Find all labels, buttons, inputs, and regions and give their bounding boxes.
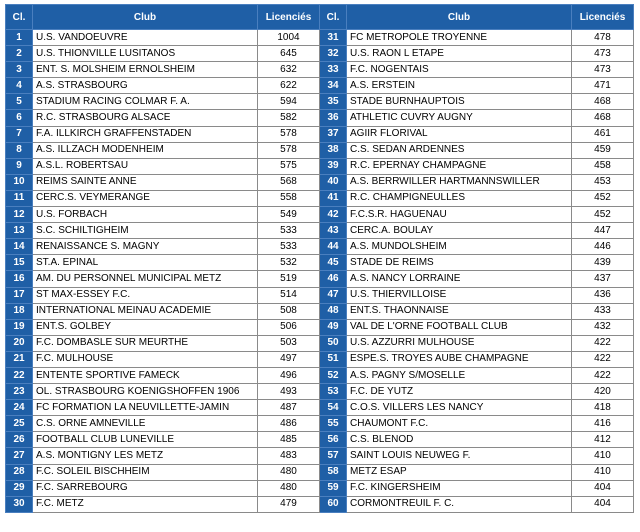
club-name-cell: R.C. CHAMPIGNEULLES — [347, 190, 572, 206]
table-row — [6, 384, 634, 400]
rank-cell: 27 — [6, 448, 33, 464]
club-name-cell: RENAISSANCE S. MAGNY — [33, 239, 258, 255]
rank-cell: 6 — [6, 110, 33, 126]
licencies-cell: 452 — [572, 207, 634, 223]
licencies-cell: 582 — [258, 110, 320, 126]
licencies-cell: 532 — [258, 255, 320, 271]
club-name-cell: ENT. S. MOLSHEIM ERNOLSHEIM — [33, 62, 258, 78]
licencies-cell: 422 — [572, 335, 634, 351]
licencies-cell: 436 — [572, 287, 634, 303]
table-row — [6, 255, 634, 271]
club-name-cell: F.C. DE YUTZ — [347, 384, 572, 400]
rank-cell: 20 — [6, 335, 33, 351]
rank-cell: 47 — [320, 287, 347, 303]
club-name-cell: FOOTBALL CLUB LUNEVILLE — [33, 432, 258, 448]
licencies-cell: 1004 — [258, 30, 320, 46]
table-row — [6, 158, 634, 174]
header-club-right: Club — [347, 5, 572, 30]
club-name-cell: C.S. BLENOD — [347, 432, 572, 448]
rank-cell: 34 — [320, 78, 347, 94]
club-name-cell: AGIIR FLORIVAL — [347, 126, 572, 142]
licencies-cell: 480 — [258, 464, 320, 480]
licencies-cell: 485 — [258, 432, 320, 448]
licencies-cell: 437 — [572, 271, 634, 287]
licencies-cell: 468 — [572, 110, 634, 126]
licencies-cell: 645 — [258, 46, 320, 62]
licencies-cell: 410 — [572, 448, 634, 464]
licencies-cell: 483 — [258, 448, 320, 464]
licencies-cell: 432 — [572, 319, 634, 335]
table-header-row — [6, 5, 634, 30]
club-name-cell: U.S. THIONVILLE LUSITANOS — [33, 46, 258, 62]
club-name-cell: U.S. THIERVILLOISE — [347, 287, 572, 303]
table-row — [6, 287, 634, 303]
table-row — [6, 480, 634, 496]
licencies-cell: 468 — [572, 94, 634, 110]
rank-cell: 26 — [6, 432, 33, 448]
club-name-cell: ST.A. EPINAL — [33, 255, 258, 271]
rank-cell: 11 — [6, 190, 33, 206]
table-row — [6, 110, 634, 126]
club-name-cell: A.S. NANCY LORRAINE — [347, 271, 572, 287]
table-row — [6, 239, 634, 255]
rank-cell: 18 — [6, 303, 33, 319]
licencies-cell: 578 — [258, 126, 320, 142]
rank-cell: 1 — [6, 30, 33, 46]
rank-cell: 28 — [6, 464, 33, 480]
licencies-cell: 632 — [258, 62, 320, 78]
licencies-cell: 508 — [258, 303, 320, 319]
licencies-cell: 568 — [258, 174, 320, 190]
table-row — [6, 319, 634, 335]
table-row — [6, 351, 634, 367]
licencies-cell: 439 — [572, 255, 634, 271]
club-name-cell: VAL DE L'ORNE FOOTBALL CLUB — [347, 319, 572, 335]
table-row — [6, 464, 634, 480]
club-name-cell: S.C. SCHILTIGHEIM — [33, 223, 258, 239]
rank-cell: 44 — [320, 239, 347, 255]
club-name-cell: A.S. BERRWILLER HARTMANNSWILLER — [347, 174, 572, 190]
rank-cell: 24 — [6, 400, 33, 416]
rank-cell: 60 — [320, 496, 347, 512]
table-row — [6, 448, 634, 464]
club-name-cell: CHAUMONT F.C. — [347, 416, 572, 432]
rank-cell: 17 — [6, 287, 33, 303]
licencies-cell: 558 — [258, 190, 320, 206]
licencies-cell: 420 — [572, 384, 634, 400]
licencies-cell: 422 — [572, 367, 634, 383]
licencies-cell: 506 — [258, 319, 320, 335]
header-rank-right: Cl. — [320, 5, 347, 30]
club-ranking-table — [5, 4, 634, 513]
table-row — [6, 303, 634, 319]
club-name-cell: C.S. ORNE AMNEVILLE — [33, 416, 258, 432]
rank-cell: 58 — [320, 464, 347, 480]
club-name-cell: STADE BURNHAUPTOIS — [347, 94, 572, 110]
rank-cell: 32 — [320, 46, 347, 62]
club-name-cell: FC METROPOLE TROYENNE — [347, 30, 572, 46]
club-name-cell: A.S. MUNDOLSHEIM — [347, 239, 572, 255]
club-name-cell: A.S. PAGNY S/MOSELLE — [347, 367, 572, 383]
club-name-cell: A.S. ILLZACH MODENHEIM — [33, 142, 258, 158]
rank-cell: 35 — [320, 94, 347, 110]
rank-cell: 50 — [320, 335, 347, 351]
licencies-cell: 447 — [572, 223, 634, 239]
rank-cell: 56 — [320, 432, 347, 448]
rank-cell: 10 — [6, 174, 33, 190]
header-licencies-left: Licenciés — [258, 5, 320, 30]
rank-cell: 54 — [320, 400, 347, 416]
rank-cell: 31 — [320, 30, 347, 46]
club-name-cell: A.S. MONTIGNY LES METZ — [33, 448, 258, 464]
table-body — [6, 30, 634, 513]
club-name-cell: F.C. METZ — [33, 496, 258, 512]
club-name-cell: CORMONTREUIL F. C. — [347, 496, 572, 512]
rank-cell: 2 — [6, 46, 33, 62]
club-name-cell: ENT.S. THAONNAISE — [347, 303, 572, 319]
club-name-cell: OL. STRASBOURG KOENIGSHOFFEN 1906 — [33, 384, 258, 400]
rank-cell: 21 — [6, 351, 33, 367]
table-row — [6, 78, 634, 94]
rank-cell: 9 — [6, 158, 33, 174]
club-name-cell: SAINT LOUIS NEUWEG F. — [347, 448, 572, 464]
table-row — [6, 30, 634, 46]
licencies-cell: 459 — [572, 142, 634, 158]
licencies-cell: 497 — [258, 351, 320, 367]
rank-cell: 45 — [320, 255, 347, 271]
rank-cell: 14 — [6, 239, 33, 255]
rank-cell: 42 — [320, 207, 347, 223]
table-row — [6, 62, 634, 78]
licencies-cell: 410 — [572, 464, 634, 480]
licencies-cell: 479 — [258, 496, 320, 512]
rank-cell: 37 — [320, 126, 347, 142]
header-licencies-right: Licenciés — [572, 5, 634, 30]
table-row — [6, 335, 634, 351]
licencies-cell: 533 — [258, 239, 320, 255]
club-name-cell: F.C. MULHOUSE — [33, 351, 258, 367]
club-name-cell: R.C. EPERNAY CHAMPAGNE — [347, 158, 572, 174]
rank-cell: 59 — [320, 480, 347, 496]
ranking-table-container — [5, 4, 632, 515]
licencies-cell: 578 — [258, 142, 320, 158]
club-name-cell: U.S. FORBACH — [33, 207, 258, 223]
rank-cell: 19 — [6, 319, 33, 335]
rank-cell: 46 — [320, 271, 347, 287]
licencies-cell: 458 — [572, 158, 634, 174]
club-name-cell: INTERNATIONAL MEINAU ACADEMIE — [33, 303, 258, 319]
licencies-cell: 404 — [572, 480, 634, 496]
rank-cell: 41 — [320, 190, 347, 206]
rank-cell: 55 — [320, 416, 347, 432]
club-name-cell: C.S. SEDAN ARDENNES — [347, 142, 572, 158]
rank-cell: 33 — [320, 62, 347, 78]
rank-cell: 16 — [6, 271, 33, 287]
rank-cell: 36 — [320, 110, 347, 126]
licencies-cell: 549 — [258, 207, 320, 223]
club-name-cell: F.A. ILLKIRCH GRAFFENSTADEN — [33, 126, 258, 142]
club-name-cell: ESPE.S. TROYES AUBE CHAMPAGNE — [347, 351, 572, 367]
licencies-cell: 594 — [258, 94, 320, 110]
club-name-cell: STADE DE REIMS — [347, 255, 572, 271]
licencies-cell: 514 — [258, 287, 320, 303]
table-row — [6, 416, 634, 432]
rank-cell: 48 — [320, 303, 347, 319]
club-name-cell: ENTENTE SPORTIVE FAMECK — [33, 367, 258, 383]
club-name-cell: CERC.S. VEYMERANGE — [33, 190, 258, 206]
club-name-cell: AM. DU PERSONNEL MUNICIPAL METZ — [33, 271, 258, 287]
rank-cell: 3 — [6, 62, 33, 78]
licencies-cell: 452 — [572, 190, 634, 206]
licencies-cell: 461 — [572, 126, 634, 142]
club-name-cell: ATHLETIC CUVRY AUGNY — [347, 110, 572, 126]
licencies-cell: 404 — [572, 496, 634, 512]
table-row — [6, 496, 634, 512]
club-name-cell: F.C. SARREBOURG — [33, 480, 258, 496]
table-row — [6, 190, 634, 206]
licencies-cell: 422 — [572, 351, 634, 367]
club-name-cell: STADIUM RACING COLMAR F. A. — [33, 94, 258, 110]
licencies-cell: 473 — [572, 62, 634, 78]
licencies-cell: 478 — [572, 30, 634, 46]
rank-cell: 22 — [6, 367, 33, 383]
club-name-cell: METZ ESAP — [347, 464, 572, 480]
licencies-cell: 453 — [572, 174, 634, 190]
club-name-cell: F.C. NOGENTAIS — [347, 62, 572, 78]
licencies-cell: 446 — [572, 239, 634, 255]
rank-cell: 8 — [6, 142, 33, 158]
licencies-cell: 418 — [572, 400, 634, 416]
licencies-cell: 493 — [258, 384, 320, 400]
rank-cell: 53 — [320, 384, 347, 400]
table-row — [6, 432, 634, 448]
licencies-cell: 533 — [258, 223, 320, 239]
club-name-cell: U.S. VANDOEUVRE — [33, 30, 258, 46]
table-row — [6, 94, 634, 110]
rank-cell: 5 — [6, 94, 33, 110]
rank-cell: 25 — [6, 416, 33, 432]
header-club-left: Club — [33, 5, 258, 30]
header-rank-left: Cl. — [6, 5, 33, 30]
club-name-cell: A.S.L. ROBERTSAU — [33, 158, 258, 174]
rank-cell: 43 — [320, 223, 347, 239]
table-row — [6, 126, 634, 142]
rank-cell: 39 — [320, 158, 347, 174]
rank-cell: 4 — [6, 78, 33, 94]
licencies-cell: 575 — [258, 158, 320, 174]
table-row — [6, 367, 634, 383]
rank-cell: 40 — [320, 174, 347, 190]
club-name-cell: F.C. KINGERSHEIM — [347, 480, 572, 496]
club-name-cell: A.S. STRASBOURG — [33, 78, 258, 94]
club-name-cell: C.O.S. VILLERS LES NANCY — [347, 400, 572, 416]
rank-cell: 7 — [6, 126, 33, 142]
licencies-cell: 622 — [258, 78, 320, 94]
table-row — [6, 223, 634, 239]
table-row — [6, 46, 634, 62]
club-name-cell: R.C. STRASBOURG ALSACE — [33, 110, 258, 126]
club-name-cell: FC FORMATION LA NEUVILLETTE-JAMIN — [33, 400, 258, 416]
rank-cell: 57 — [320, 448, 347, 464]
rank-cell: 12 — [6, 207, 33, 223]
rank-cell: 52 — [320, 367, 347, 383]
rank-cell: 38 — [320, 142, 347, 158]
club-name-cell: CERC.A. BOULAY — [347, 223, 572, 239]
licencies-cell: 473 — [572, 46, 634, 62]
rank-cell: 23 — [6, 384, 33, 400]
licencies-cell: 496 — [258, 367, 320, 383]
licencies-cell: 471 — [572, 78, 634, 94]
club-name-cell: ENT.S. GOLBEY — [33, 319, 258, 335]
club-name-cell: U.S. AZZURRI MULHOUSE — [347, 335, 572, 351]
rank-cell: 30 — [6, 496, 33, 512]
club-name-cell: A.S. ERSTEIN — [347, 78, 572, 94]
club-name-cell: REIMS SAINTE ANNE — [33, 174, 258, 190]
club-name-cell: U.S. RAON L ETAPE — [347, 46, 572, 62]
licencies-cell: 412 — [572, 432, 634, 448]
licencies-cell: 480 — [258, 480, 320, 496]
table-row — [6, 142, 634, 158]
table-row — [6, 174, 634, 190]
club-name-cell: F.C.S.R. HAGUENAU — [347, 207, 572, 223]
table-row — [6, 271, 634, 287]
club-name-cell: F.C. SOLEIL BISCHHEIM — [33, 464, 258, 480]
rank-cell: 13 — [6, 223, 33, 239]
rank-cell: 51 — [320, 351, 347, 367]
licencies-cell: 486 — [258, 416, 320, 432]
rank-cell: 15 — [6, 255, 33, 271]
table-row — [6, 400, 634, 416]
table-row — [6, 207, 634, 223]
rank-cell: 49 — [320, 319, 347, 335]
licencies-cell: 519 — [258, 271, 320, 287]
licencies-cell: 416 — [572, 416, 634, 432]
licencies-cell: 487 — [258, 400, 320, 416]
club-name-cell: F.C. DOMBASLE SUR MEURTHE — [33, 335, 258, 351]
licencies-cell: 503 — [258, 335, 320, 351]
licencies-cell: 433 — [572, 303, 634, 319]
rank-cell: 29 — [6, 480, 33, 496]
club-name-cell: ST MAX-ESSEY F.C. — [33, 287, 258, 303]
